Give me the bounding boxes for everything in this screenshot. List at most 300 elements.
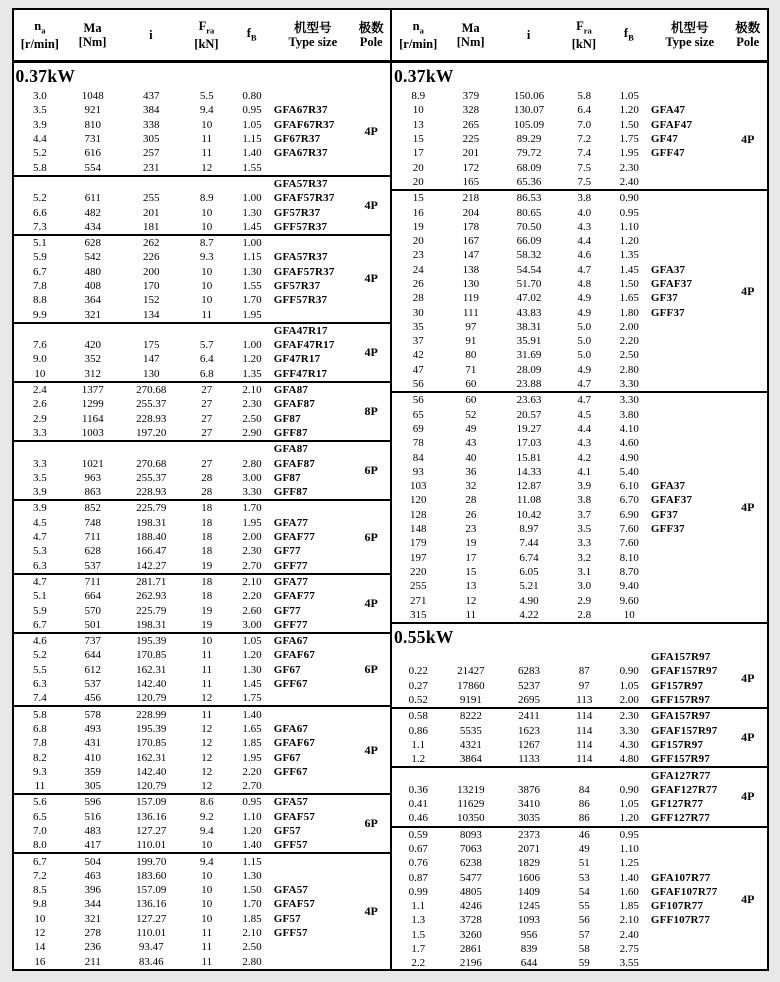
cell-type: GFA57	[273, 796, 309, 809]
cell-na: 3.5	[33, 104, 47, 117]
cell-na: 6.6	[33, 206, 47, 219]
cell-fb: 1.00	[242, 237, 262, 250]
spec-group	[392, 189, 767, 391]
cell-fra: 2.9	[577, 594, 592, 607]
cell-fb: 1.95	[242, 308, 262, 321]
cell-na: 255	[410, 580, 427, 593]
cell-fra: 97	[578, 679, 590, 692]
cell-fb: 2.80	[242, 457, 262, 470]
cell-i: 134	[142, 308, 160, 321]
cell-na: 220	[410, 565, 427, 578]
table-row	[392, 160, 729, 174]
cell-ma: 321	[84, 308, 102, 321]
cell-fra: 86	[578, 798, 590, 811]
cell-type: GFF87	[273, 426, 308, 439]
cell-i: 10.42	[516, 508, 542, 521]
cell-type: GF87	[273, 412, 301, 425]
cell-fra: 12	[201, 737, 213, 750]
table-row	[14, 324, 353, 338]
cell-na: 6.3	[33, 678, 47, 691]
cell-i: 305	[142, 133, 160, 146]
cell-i: 175	[142, 339, 160, 352]
cell-na: 7.6	[33, 339, 47, 352]
cell-fb: 1.45	[242, 678, 262, 691]
cell-type: GF77	[273, 604, 301, 617]
cell-ma: 480	[84, 265, 102, 278]
cell-fb: 2.00	[619, 320, 639, 333]
table-row	[392, 551, 729, 565]
table-row	[392, 913, 729, 927]
cell-ma: 4246	[459, 900, 482, 913]
cell-na: 11	[34, 780, 46, 793]
cell-na: 148	[410, 523, 427, 536]
table-row	[392, 709, 729, 723]
left-header-row	[14, 10, 391, 63]
cell-ma: 1164	[81, 412, 104, 425]
table-row	[14, 795, 353, 809]
pole-label: 4P	[364, 124, 378, 139]
cell-fb: 2.30	[242, 398, 262, 411]
cell-fra: 10	[201, 898, 213, 911]
cell-ma: 483	[84, 824, 102, 837]
cell-na: 4.5	[33, 516, 47, 529]
cell-fra: 28	[201, 471, 213, 484]
table-row	[14, 869, 353, 883]
cell-i: 1133	[518, 753, 540, 766]
cell-ma: 731	[84, 133, 102, 146]
cell-ma: 201	[462, 147, 480, 160]
cell-type: GF57	[273, 912, 301, 925]
table-row	[392, 928, 729, 942]
cell-fra: 86	[578, 812, 590, 825]
cell-na: 0.76	[408, 857, 428, 870]
table-row	[392, 220, 729, 234]
cell-ma: 19	[465, 537, 477, 550]
cell-fra: 4.4	[577, 235, 592, 248]
cell-i: 255	[142, 192, 160, 205]
cell-fra: 11	[201, 649, 213, 662]
cell-fra: 3.9	[577, 480, 592, 493]
cell-i: 195.39	[136, 722, 167, 735]
cell-fb: 1.60	[619, 885, 639, 898]
cell-fb: 7.60	[619, 537, 639, 550]
right-table	[390, 10, 767, 969]
cell-i: 1623	[518, 724, 540, 737]
cell-na: 5.5	[33, 663, 47, 676]
spec-group-rows	[392, 89, 729, 189]
cell-ma: 211	[84, 955, 101, 968]
table-row	[14, 352, 353, 366]
cell-i: 199.70	[136, 855, 167, 868]
table-row	[14, 191, 353, 205]
cell-fra: 9.4	[199, 824, 214, 837]
cell-fb: 3.80	[619, 408, 639, 421]
spec-group	[392, 391, 767, 622]
pole-label: 4P	[364, 742, 378, 757]
cell-i: 170	[142, 280, 160, 292]
cell-type: GFAF87	[273, 398, 316, 411]
table-row	[392, 956, 729, 970]
cell-na: 7.3	[33, 220, 47, 233]
cell-ma: 278	[84, 927, 102, 940]
cell-fb: 1.05	[619, 679, 639, 692]
cell-fb: 1.75	[242, 692, 262, 705]
cell-i: 47.02	[516, 292, 542, 305]
table-row	[392, 693, 729, 707]
table-row	[392, 465, 729, 479]
cell-fb: 3.30	[619, 378, 639, 391]
cell-na: 56	[412, 378, 424, 391]
cell-ma: 21427	[457, 665, 485, 678]
cell-na: 0.27	[408, 679, 428, 692]
spec-group	[392, 826, 767, 971]
cell-type: GFA157R97	[650, 651, 711, 664]
spec-group-rows	[14, 501, 353, 572]
cell-type: GFA57	[273, 884, 309, 897]
cell-fb: 1.75	[619, 133, 639, 146]
cell-fb: 4.60	[619, 437, 639, 450]
table-row	[392, 738, 729, 752]
cell-i: 170.85	[136, 737, 167, 750]
cell-i: 2071	[518, 842, 540, 855]
table-row	[392, 408, 729, 422]
table-row	[392, 132, 729, 146]
cell-ma: 3260	[459, 928, 482, 941]
cell-na: 5.8	[33, 708, 47, 721]
cell-na: 8.2	[33, 751, 47, 764]
cell-i: 6283	[518, 665, 540, 678]
cell-i: 188.40	[136, 531, 167, 544]
cell-fb: 1.95	[619, 147, 639, 160]
table-row	[392, 348, 729, 362]
table-row	[392, 579, 729, 593]
cell-fra: 18	[201, 590, 213, 603]
cell-i: 162.31	[136, 751, 167, 764]
table-row	[14, 926, 353, 940]
cell-fb: 2.70	[242, 559, 262, 572]
cell-na: 5.9	[33, 604, 47, 617]
cell-fb: 1.30	[242, 265, 262, 278]
cell-fra: 5.0	[577, 335, 592, 348]
cell-fb: 1.40	[242, 147, 262, 160]
cell-type: GFF127R77	[650, 812, 711, 825]
cell-fra: 4.9	[577, 363, 592, 376]
cell-type: GF127R77	[650, 798, 704, 811]
cell-ma: 147	[462, 249, 480, 262]
cell-fra: 4.9	[577, 292, 592, 305]
cell-i: 14.33	[516, 465, 542, 478]
cell-ma: 921	[84, 104, 102, 117]
cell-i: 105.09	[513, 118, 545, 131]
col-header-pole: 极数 Pole	[735, 21, 761, 49]
cell-fb: 1.70	[242, 502, 262, 515]
table-row	[392, 508, 729, 522]
cell-na: 24	[412, 263, 424, 276]
cell-fra: 27	[201, 457, 213, 470]
cell-fb: 4.90	[619, 451, 639, 464]
cell-fb: 1.15	[242, 251, 262, 264]
cell-i: 93.47	[138, 941, 164, 954]
cell-fb: 2.75	[619, 943, 639, 956]
cell-i: 4.22	[519, 608, 539, 621]
left-table-body	[14, 63, 391, 969]
table-row	[392, 885, 729, 899]
table-row	[14, 912, 353, 926]
cell-fb: 1.50	[242, 884, 262, 897]
cell-type: GFAF67	[273, 737, 316, 750]
cell-ma: 8222	[459, 710, 482, 723]
cell-type: GFA47R17	[273, 324, 328, 337]
cell-type: GF57R37	[273, 206, 321, 219]
cell-i: 7.44	[519, 537, 539, 550]
spec-group-rows	[14, 177, 353, 234]
cell-ma: 1003	[81, 426, 104, 439]
cell-type: GFA157R97	[650, 710, 711, 723]
spec-group-rows	[14, 89, 353, 175]
cell-i: 43.83	[516, 306, 542, 319]
cell-i: 181	[142, 220, 160, 233]
spec-group-rows	[392, 650, 729, 707]
table-row	[392, 608, 729, 622]
cell-fb: 1.30	[242, 663, 262, 676]
cell-na: 6.3	[33, 559, 47, 572]
table-row	[392, 363, 729, 377]
cell-i: 8.97	[519, 523, 539, 536]
cell-fb: 4.30	[619, 738, 639, 751]
cell-i: 130.07	[513, 104, 545, 117]
cell-ma: 71	[465, 363, 477, 376]
cell-type: GFF37	[650, 523, 685, 536]
table-row	[392, 797, 729, 811]
spec-group-rows	[14, 575, 353, 632]
cell-na: 6.8	[33, 722, 47, 735]
cell-fra: 49	[578, 842, 590, 855]
cell-fra: 10	[201, 869, 213, 882]
cell-type: GFAF87	[273, 457, 316, 470]
cell-ma: 9191	[459, 694, 482, 707]
cell-fb: 2.50	[242, 941, 262, 954]
cell-fb: 1.65	[242, 722, 262, 735]
cell-fb: 1.20	[242, 649, 262, 662]
col-header-type: 机型号 Type size	[288, 21, 338, 49]
cell-fra: 11	[201, 133, 213, 146]
cell-na: 1.7	[411, 943, 426, 956]
cell-fb: 1.10	[619, 842, 639, 855]
cell-fb: 0.95	[619, 828, 639, 841]
cell-ma: 504	[84, 855, 102, 868]
cell-ma: 748	[84, 516, 102, 529]
cell-fb: 2.10	[242, 575, 262, 588]
cell-na: 5.2	[33, 147, 47, 160]
table-row	[392, 593, 729, 607]
cell-i: 127.27	[136, 824, 167, 837]
cell-fb: 2.90	[242, 426, 262, 439]
pole-label: 4P	[741, 283, 755, 298]
cell-fb: 0.80	[242, 90, 262, 103]
table-row	[392, 248, 729, 262]
cell-i: 120.79	[136, 692, 167, 705]
table-row	[392, 103, 729, 117]
cell-fra: 12	[201, 692, 213, 705]
cell-type: GF67R37	[273, 133, 321, 146]
spec-group	[14, 322, 391, 381]
cell-ma: 396	[84, 884, 102, 897]
cell-ma: 172	[462, 161, 480, 174]
cell-fra: 12	[201, 751, 213, 764]
cell-na: 6.7	[33, 265, 47, 278]
cell-i: 5.21	[519, 580, 539, 593]
cell-na: 30	[412, 306, 424, 319]
cell-na: 1.3	[411, 914, 426, 927]
cell-ma: 80	[465, 349, 477, 362]
col-header-na: $n_a$ [r/min]	[20, 18, 59, 52]
cell-na: 3.5	[33, 471, 47, 484]
table-row	[14, 293, 353, 307]
cell-na: 16	[412, 206, 424, 219]
cell-na: 8.9	[411, 90, 426, 103]
table-row	[14, 397, 353, 411]
cell-na: 0.86	[408, 724, 428, 737]
cell-type: GFAF37	[650, 278, 693, 290]
cell-fra: 18	[201, 531, 213, 544]
cell-i: 120.79	[136, 780, 167, 793]
cell-fb: 1.30	[242, 869, 262, 882]
table-row	[14, 471, 353, 485]
table-row	[392, 175, 729, 189]
table-row	[14, 279, 353, 293]
cell-fb: 1.95	[242, 516, 262, 529]
cell-i: 86.53	[516, 192, 542, 205]
cell-ma: 11	[465, 608, 477, 621]
cell-fra: 8.9	[199, 192, 214, 205]
cell-na: 120	[410, 494, 427, 507]
table-row	[14, 603, 353, 617]
pole-label: 4P	[364, 271, 378, 286]
cell-na: 5.2	[33, 649, 47, 662]
cell-ma: 456	[84, 692, 102, 705]
cell-ma: 12	[465, 594, 477, 607]
cell-fra: 7.0	[577, 118, 592, 131]
cell-fb: 1.05	[242, 635, 262, 648]
cell-fra: 3.7	[577, 508, 592, 521]
table-row	[14, 307, 353, 321]
cell-fra: 27	[201, 398, 213, 411]
cell-na: 3.0	[33, 90, 47, 103]
table-row	[392, 263, 729, 277]
cell-ma: 863	[84, 486, 102, 499]
cell-fra: 27	[201, 426, 213, 439]
cell-na: 9.8	[33, 898, 47, 911]
cell-fb: 0.95	[619, 206, 639, 219]
cell-fra: 4.3	[577, 220, 592, 233]
pole-label: 6P	[364, 529, 378, 544]
cell-ma: 420	[84, 339, 102, 352]
right-header-row	[392, 10, 767, 63]
cell-na: 5.8	[33, 161, 47, 174]
spec-group	[14, 175, 391, 234]
cell-fb: 0.90	[619, 783, 639, 796]
cell-ma: 463	[84, 869, 102, 882]
cell-fra: 10	[201, 635, 213, 648]
cell-type: GFF57	[273, 927, 308, 940]
cell-i: 281.71	[136, 575, 167, 588]
spec-group	[14, 573, 391, 632]
cell-fb: 1.20	[619, 104, 639, 117]
cell-na: 4.7	[33, 575, 47, 588]
cell-fb: 0.90	[619, 192, 639, 205]
table-row	[392, 942, 729, 956]
cell-type: GFA67R37	[273, 104, 328, 117]
cell-na: 19	[412, 220, 424, 233]
cell-type: GFA67	[273, 722, 309, 735]
cell-na: 42	[412, 349, 424, 362]
cell-fb: 3.30	[619, 724, 639, 737]
spec-group-rows	[392, 828, 729, 971]
cell-i: 384	[142, 104, 160, 117]
cell-fra: 10	[201, 206, 213, 219]
cell-fb: 1.35	[242, 367, 262, 380]
cell-i: 1245	[518, 900, 540, 913]
power-section-label: 0.55kW	[392, 622, 767, 650]
cell-fb: 9.60	[619, 594, 639, 607]
cell-na: 23	[412, 249, 424, 262]
cell-type: GFAF77	[273, 590, 316, 603]
cell-na: 8.0	[33, 839, 47, 852]
cell-ma: 17860	[457, 679, 485, 692]
cell-fb: 2.20	[242, 765, 262, 778]
cell-na: 20	[412, 175, 424, 188]
cell-fra: 4.1	[577, 465, 592, 478]
cell-na: 1.1	[411, 738, 426, 751]
cell-na: 0.67	[408, 842, 428, 855]
cell-ma: 7063	[459, 842, 482, 855]
cell-na: 4.4	[33, 133, 47, 146]
table-row	[14, 854, 353, 868]
cell-fra: 7.5	[577, 161, 592, 174]
table-row	[14, 810, 353, 824]
cell-i: 79.72	[516, 147, 542, 160]
cell-ma: 23	[465, 523, 477, 536]
spec-group-rows	[14, 634, 353, 705]
table-row	[14, 589, 353, 603]
cell-i: 225.79	[136, 604, 167, 617]
table-row	[14, 383, 353, 397]
cell-fra: 10	[201, 912, 213, 925]
cell-i: 19.27	[516, 422, 542, 435]
cell-fb: 5.40	[619, 465, 639, 478]
table-row	[392, 870, 729, 884]
cell-ma: 2196	[459, 957, 482, 970]
table-row	[392, 89, 729, 103]
cell-type: GFAF47R17	[273, 339, 335, 352]
cell-fra: 11	[201, 708, 213, 721]
cell-ma: 364	[84, 294, 102, 307]
cell-na: 13	[412, 118, 424, 131]
table-row	[14, 618, 353, 632]
cell-type: GFAF127R77	[650, 783, 718, 796]
cell-na: 6.7	[33, 855, 47, 868]
cell-na: 0.41	[408, 798, 428, 811]
cell-fra: 10	[201, 118, 213, 131]
spec-group-rows	[14, 236, 353, 322]
cell-ma: 578	[84, 708, 102, 721]
cell-i: 157.09	[136, 884, 167, 897]
cell-i: 1606	[518, 871, 540, 884]
cell-fra: 6.4	[199, 353, 214, 366]
table-row	[14, 677, 353, 691]
cell-i: 23.63	[516, 394, 542, 407]
cell-fb: 1.00	[242, 192, 262, 205]
